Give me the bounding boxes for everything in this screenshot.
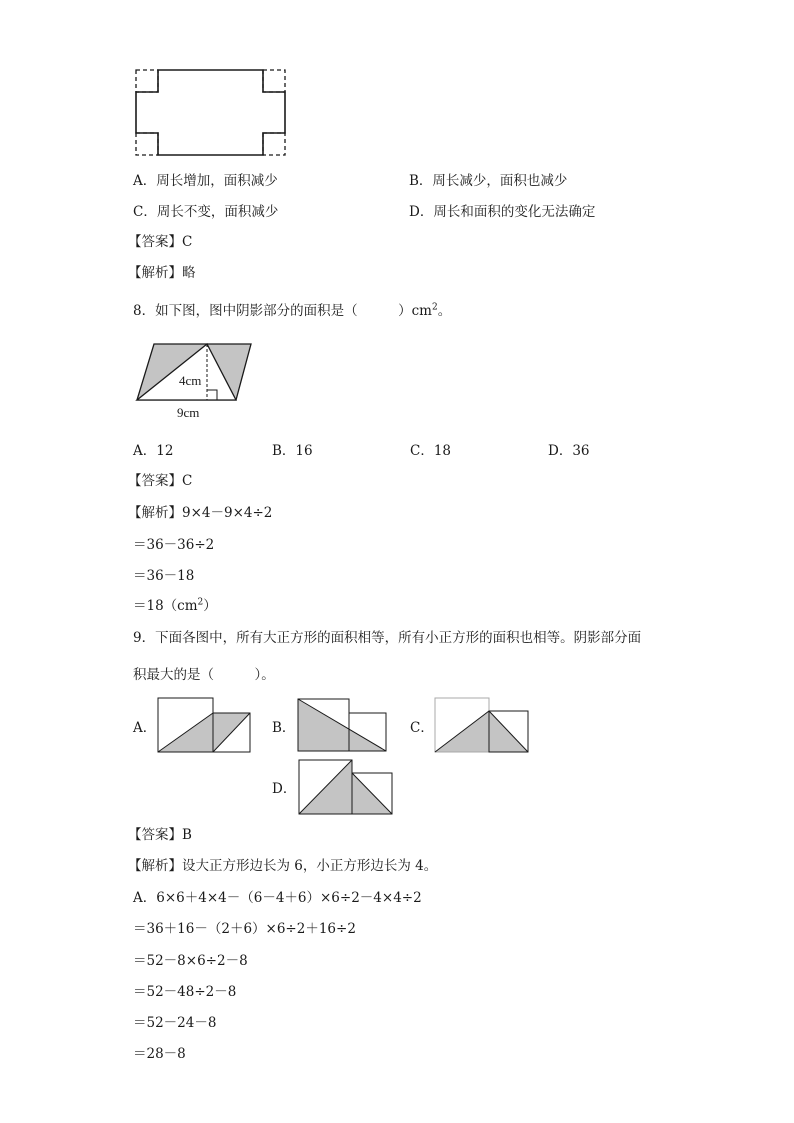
q9-figure-d xyxy=(298,759,396,817)
analysis-tag: 【解析】 xyxy=(128,265,182,281)
q8-stem-end: 。 xyxy=(437,303,452,319)
q8-stem-text: 8．如下图，图中阴影部分的面积是（ ）cm xyxy=(133,303,432,319)
q8-option-b xyxy=(272,443,313,459)
q8-step: ＝36－18 xyxy=(133,568,195,584)
q7-option-d xyxy=(409,204,595,220)
q8-height-label: 4cm xyxy=(179,373,202,388)
q9-step: ＝28－8 xyxy=(133,1046,186,1062)
option-text: 周长和面积的变化无法确定 xyxy=(433,204,596,220)
q9-step: ＝52－24－8 xyxy=(133,1015,217,1031)
option-text: 周长增加，面积减少 xyxy=(156,173,278,189)
analysis-tag: 【解析】 xyxy=(128,505,182,521)
q8-option-a xyxy=(133,443,173,459)
q9-stem-line2: 积最大的是（ ）。 xyxy=(133,667,275,683)
analysis-intro: 设大正方形边长为 6，小正方形边长为 4。 xyxy=(182,858,438,874)
q9-step: ＝52－48÷2－8 xyxy=(133,984,237,1000)
q8-base-label: 9cm xyxy=(177,405,200,420)
q8-analysis xyxy=(128,505,272,521)
q8-option-d xyxy=(548,443,590,459)
option-value: 12 xyxy=(156,443,174,459)
q9-answer xyxy=(128,827,192,843)
option-letter: D． xyxy=(409,204,434,220)
q9-figure-b-label: B． xyxy=(272,720,296,736)
option-letter: A． xyxy=(133,173,157,189)
q9-figure-b xyxy=(297,698,389,754)
answer-value: C xyxy=(182,234,193,250)
analysis-tag: 【解析】 xyxy=(128,858,182,874)
option-text: 周长减少，面积也减少 xyxy=(432,173,568,189)
answer-tag: 【答案】 xyxy=(128,234,182,250)
option-text: 周长不变，面积减少 xyxy=(156,204,279,220)
option-value: 36 xyxy=(572,443,590,459)
q7-option-b xyxy=(409,173,567,189)
q9-step: A．6×6＋4×4－（6－4＋6）×6÷2－4×4÷2 xyxy=(133,890,422,906)
q8-option-c xyxy=(410,443,451,459)
q9-figure-d-label: D． xyxy=(272,781,297,797)
q7-answer xyxy=(128,234,192,250)
answer-value: C xyxy=(182,473,193,489)
option-letter: C． xyxy=(410,443,434,459)
answer-tag: 【答案】 xyxy=(128,473,182,489)
option-letter: A． xyxy=(133,443,157,459)
q8-step-final xyxy=(133,598,217,614)
q8-stem-superscript: 2 xyxy=(431,302,438,313)
q9-step: ＝52－8×6÷2－8 xyxy=(133,953,248,969)
option-value: 18 xyxy=(433,443,452,459)
q7-option-c xyxy=(133,204,278,220)
q8-stem xyxy=(133,303,451,319)
q8-answer xyxy=(128,473,192,489)
answer-tag: 【答案】 xyxy=(128,827,182,843)
analysis-text: 略 xyxy=(182,265,196,281)
option-letter: C． xyxy=(133,204,157,220)
step-superscript: 2 xyxy=(197,597,204,608)
q9-figure-a-label: A． xyxy=(133,720,157,736)
analysis-step: 9×4－9×4÷2 xyxy=(182,505,273,521)
q9-figure-c xyxy=(434,697,532,755)
q7-figure-rectangle-cut-corners xyxy=(130,64,292,162)
q8-step: ＝36－36÷2 xyxy=(133,537,215,553)
q9-figure-a xyxy=(157,697,253,755)
option-value: 16 xyxy=(295,443,313,459)
q9-stem-line1: 9．下面各图中，所有大正方形的面积相等，所有小正方形的面积也相等。阴影部分面 xyxy=(133,630,642,646)
q9-figure-c-label: C． xyxy=(410,720,434,736)
option-letter: B． xyxy=(409,173,433,189)
q8-figure-parallelogram xyxy=(132,338,256,422)
q9-analysis xyxy=(128,858,437,874)
option-letter: B． xyxy=(272,443,296,459)
q7-analysis xyxy=(128,265,196,281)
answer-value: B xyxy=(182,827,192,843)
q9-step: ＝36＋16－（2＋6）×6÷2＋16÷2 xyxy=(133,921,356,937)
step-text: ＝18（cm xyxy=(133,598,198,614)
q7-option-a xyxy=(133,173,278,189)
step-end: ） xyxy=(203,598,217,614)
option-letter: D． xyxy=(548,443,573,459)
